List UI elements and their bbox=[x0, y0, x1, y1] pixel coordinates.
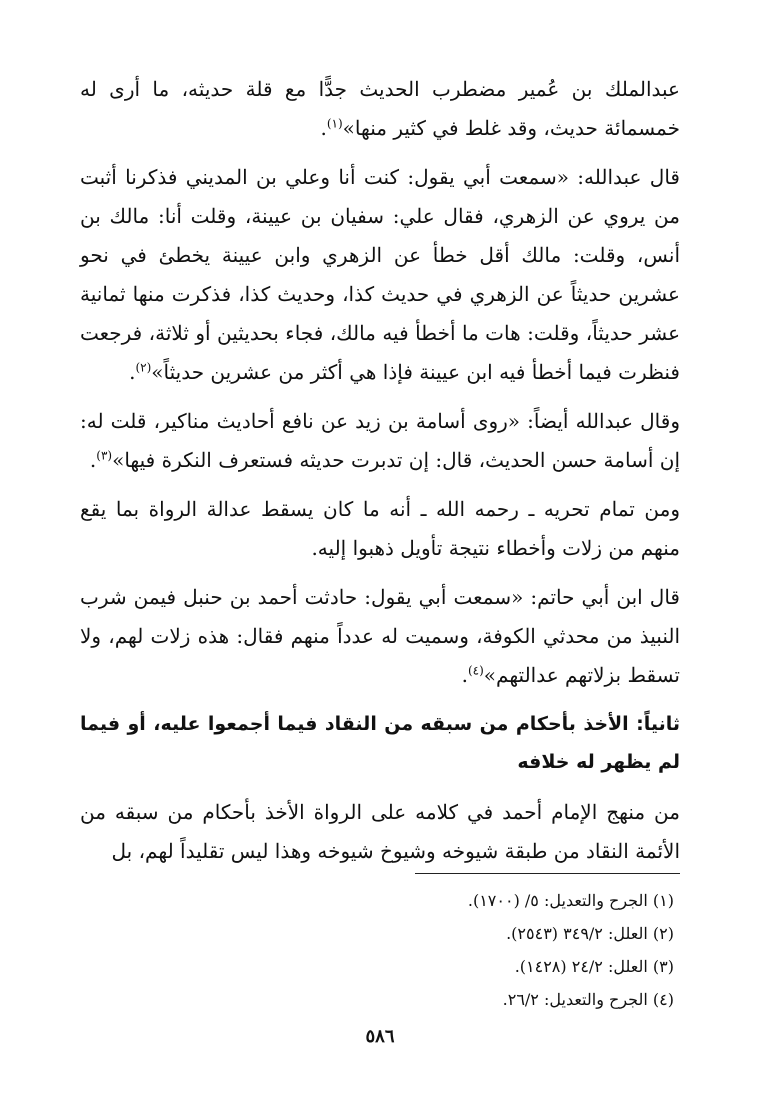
paragraph-text: قال عبدالله: «سمعت أبي يقول: كنت أنا وعلي بن المديني فذكرنا أثبت من يروي عن الزهري، فقال علي: سفيان بن عيينة، وقلت أنا: مالك بن أنس، وقلت: مالك أقل خطأ عن الزهري وابن عيينة يخطئ في نحو عشرين حديثاً عن الزهري في حديث كذا، وحديث كذا، فذكرت منها ثمانية عشر حديثاً، وقلت: هات ما أخطأ فيه مالك، فجاء بحديثين أو ثلاثة، فرجعت فنظرت فيما أخطأ فيه ابن عيينة فإذا هي أكثر من عشرين حديثاً» bbox=[80, 165, 680, 384]
main-text bbox=[80, 70, 680, 881]
paragraph-3 bbox=[80, 402, 680, 480]
paragraph-tail: . bbox=[320, 116, 327, 140]
footnote-separator bbox=[415, 873, 680, 874]
footnote-marker[interactable]: (٢) bbox=[135, 360, 152, 375]
paragraph-5 bbox=[80, 578, 680, 695]
paragraph-text: قال ابن أبي حاتم: «سمعت أبي يقول: حادثت أحمد بن حنبل فيمن شرب النبيذ من محدثي الكوفة، وسميت له عدداً منهم فقال: هذه زلات لهم، ولا تسقط بزلاتهم عدالتهم» bbox=[80, 585, 680, 687]
paragraph-tail: . bbox=[89, 448, 97, 472]
footnotes-list bbox=[154, 884, 674, 1016]
section-heading: ثانياً: الأخذ بأحكام من سبقه من النقاد فيما أجمعوا عليه، أو فيما لم يظهر له خلافه bbox=[80, 713, 680, 773]
paragraph-text: عبدالملك بن عُمير مضطرب الحديث جدًّا مع قلة حديثه، ما أرى له خمسمائة حديث، وقد غلط في كثير منها» bbox=[80, 77, 680, 140]
footnote-1: (١) الجرح والتعديل: ٥/ (١٧٠٠). bbox=[467, 891, 674, 910]
footnote-2: (٢) العلل: ٣٤٩/٢ (٢٥٤٣). bbox=[506, 924, 674, 943]
paragraph-tail: . bbox=[461, 663, 468, 687]
paragraph-2 bbox=[80, 158, 680, 392]
paragraph-tail: . bbox=[129, 360, 136, 384]
page-number: ٥٨٦ bbox=[365, 1026, 395, 1047]
paragraph-text: ومن تمام تحريه ـ رحمه الله ـ أنه ما كان يسقط عدالة الرواة بما يقع منهم من زلات وأخطاء نتيجة تأويل ذهبوا إليه. bbox=[80, 497, 680, 560]
footnote-3: (٣) العلل: ٢٤/٢ (١٤٢٨). bbox=[514, 957, 674, 976]
paragraph-4 bbox=[80, 490, 680, 568]
footnote-marker[interactable]: (٣) bbox=[96, 448, 113, 463]
footnote-marker[interactable]: (١) bbox=[326, 116, 343, 131]
paragraph-1 bbox=[80, 70, 680, 148]
footnote-marker[interactable]: (٤) bbox=[467, 663, 484, 678]
closing-paragraph: من منهج الإمام أحمد في كلامه على الرواة الأخذ بأحكام من سبقه من الأئمة النقاد من طبقة شيوخه وشيوخ شيوخه وهذا ليس تقليداً لهم، بل bbox=[80, 800, 680, 863]
paragraph-text: وقال عبدالله أيضاً: «روى أسامة بن زيد عن نافع أحاديث مناكير، قلت له: إن أسامة حسن الحديث، قال: إن تدبرت حديثه فستعرف النكرة فيها» bbox=[80, 409, 680, 472]
footnote-4: (٤) الجرح والتعديل: ٢٦/٢. bbox=[502, 990, 674, 1009]
